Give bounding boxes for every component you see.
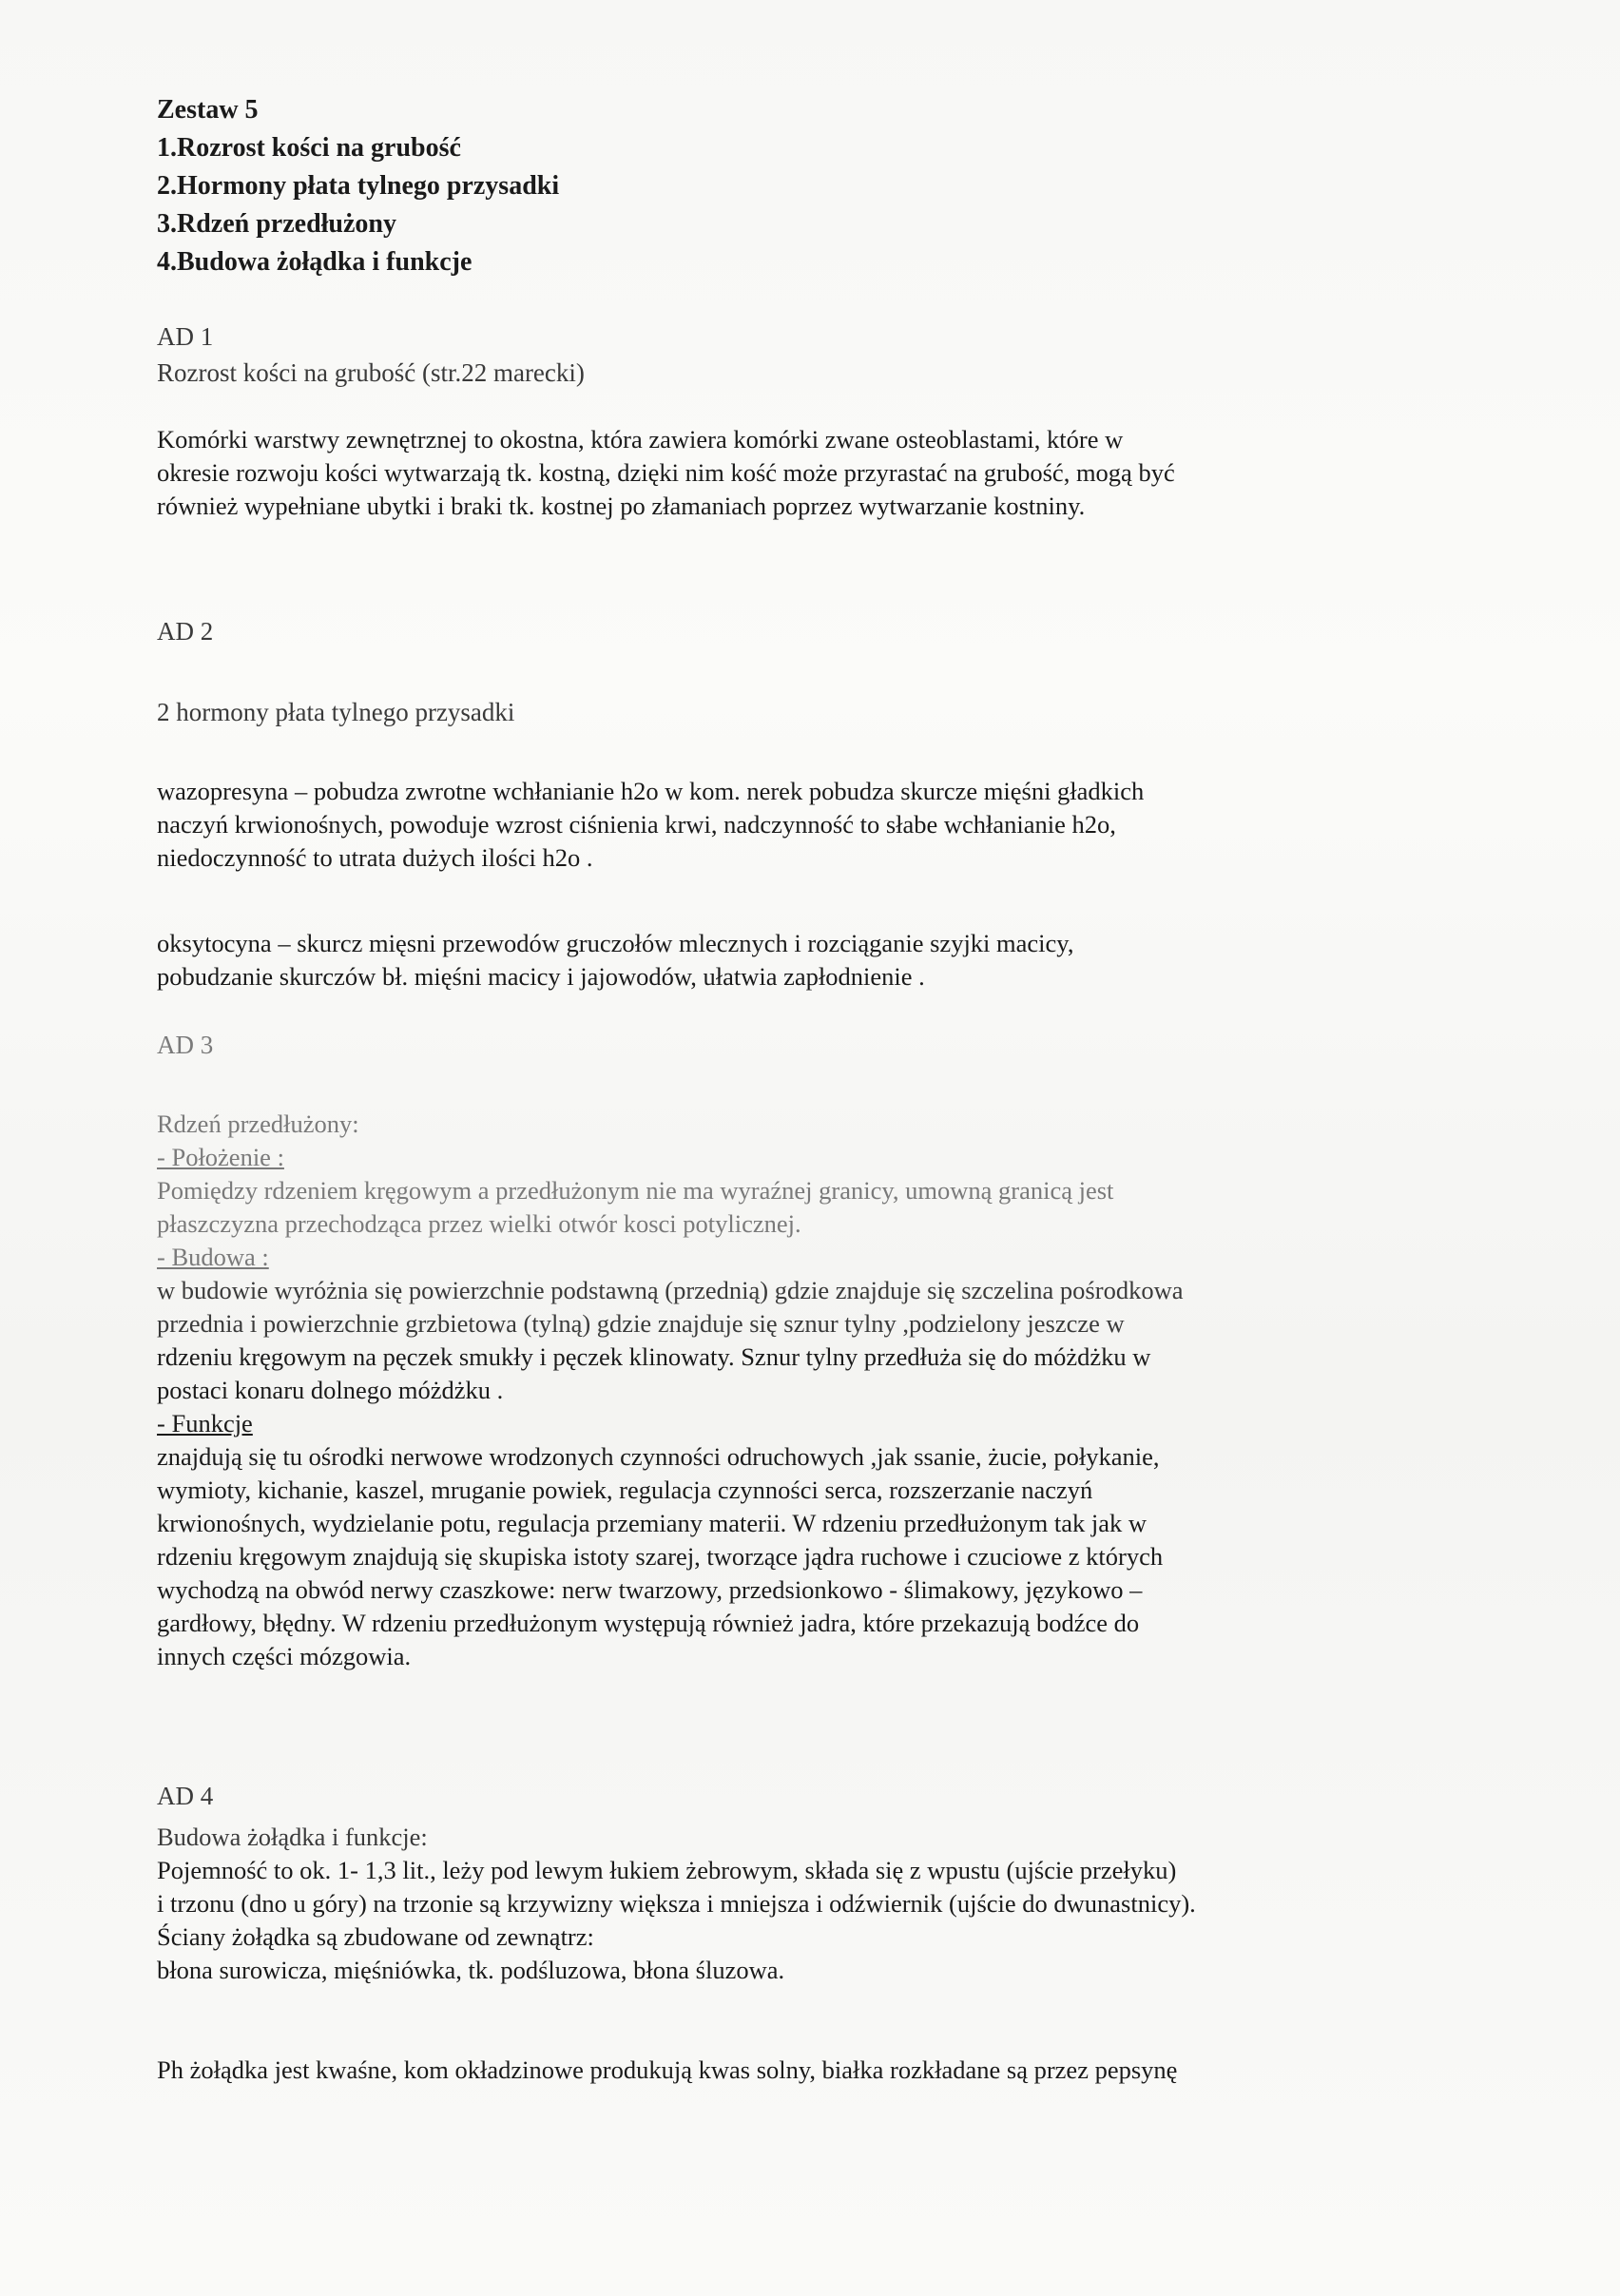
ad2-paragraph-1: [157, 775, 1507, 875]
text-line: postaci konaru dolnego móżdżku .: [157, 1376, 504, 1404]
ad2-subtitle-wrap: [157, 694, 1507, 730]
text-line: płaszczyzna przechodząca przez wielki otwór kosci potylicznej.: [157, 1209, 801, 1238]
set-title: Zestaw 5: [157, 95, 259, 125]
ad4-body: [157, 1821, 1507, 1987]
section-ad2: [157, 613, 1507, 649]
text-line: niedoczynność to utrata dużych ilości h2o .: [157, 843, 593, 872]
text-line: oksytocyna – skurcz mięsni przewodów gruczołów mlecznych i rozciąganie szyjki macicy,: [157, 929, 1074, 957]
section-ad1: [157, 318, 1507, 391]
topic-1: 1.Rozrost kości na grubość: [157, 133, 461, 163]
ad4-label: AD 4: [157, 1782, 214, 1810]
text-line: naczyń krwionośnych, powoduje wzrost ciśnienia krwi, nadczynność to słabe wchłanianie h2o,: [157, 810, 1116, 839]
text-line: i trzonu (dno u góry) na trzonie są krzywizny większa i mniejsza i odźwiernik (ujście do dwunastnicy).: [157, 1889, 1196, 1918]
text-line: wazopresyna – pobudza zwrotne wchłanianie h2o w kom. nerek pobudza skurcze mięśni gładkich: [157, 777, 1145, 805]
polozenie-heading: - Położenie :: [157, 1143, 284, 1171]
ad2-subtitle: 2 hormony płata tylnego przysadki: [157, 698, 515, 726]
section-ad3: [157, 1027, 1507, 1063]
text-line: okresie rozwoju kości wytwarzają tk. kostną, dzięki nim kość może przyrastać na grubość, mogą być: [157, 458, 1175, 487]
text-line: innych części mózgowia.: [157, 1642, 412, 1670]
text-line: wychodzą na obwód nerwy czaszkowe: nerw twarzowy, przedsionkowo - ślimakowy, językowo –: [157, 1575, 1143, 1604]
budowa-heading: - Budowa :: [157, 1243, 269, 1271]
text-line: krwionośnych, wydzielanie potu, regulacja przemiany materii. W rdzeniu przedłużonym tak jak w: [157, 1509, 1148, 1537]
section-ad4: [157, 1778, 1507, 1814]
ad4-subtitle: Budowa żołądka i funkcje:: [157, 1823, 428, 1851]
text-line: również wypełniane ubytki i braki tk. kostnej po złamaniach poprzez wytwarzanie kostniny.: [157, 492, 1086, 520]
text-line: znajdują się tu ośrodki nerwowe wrodzonych czynności odruchowych ,jak ssanie, żucie, połykanie,: [157, 1442, 1160, 1471]
ad3-body: [157, 1108, 1507, 1673]
text-line: Ph żołądka jest kwaśne, kom okładzinowe produkują kwas solny, białka rozkładane są przez pepsynę: [157, 2055, 1178, 2084]
topic-4: 4.Budowa żołądka i funkcje: [157, 247, 472, 277]
ad3-subtitle: Rdzeń przedłużony:: [157, 1109, 359, 1138]
text-line: rdzeniu kręgowym na pęczek smukły i pęczek klinowaty. Sznur tylny przedłuża się do móżdżku w: [157, 1342, 1151, 1371]
ad2-paragraph-2: [157, 927, 1507, 994]
ad2-label: AD 2: [157, 617, 214, 646]
text-line: w budowie wyróżnia się powierzchnie podstawną (przednią) gdzie znajduje się szczelina pośrodkowa: [157, 1276, 1184, 1304]
ad4-last-paragraph: [157, 2054, 1507, 2087]
text-line: Pomiędzy rdzeniem kręgowym a przedłużonym nie ma wyraźnej granicy, umowną granicą jest: [157, 1176, 1114, 1205]
ad1-subtitle: Rozrost kości na grubość (str.22 marecki): [157, 358, 585, 387]
text-line: Ściany żołądka są zbudowane od zewnątrz:: [157, 1922, 594, 1951]
text-line: błona surowicza, mięśniówka, tk. podśluzowa, błona śluzowa.: [157, 1956, 785, 1984]
text-line: Pojemność to ok. 1- 1,3 lit., leży pod lewym łukiem żebrowym, składa się z wpustu (ujście przełyku): [157, 1856, 1177, 1884]
text-line: wymioty, kichanie, kaszel, mruganie powiek, regulacja czynności serca, rozszerzanie naczyń: [157, 1476, 1093, 1504]
text-line: rdzeniu kręgowym znajdują się skupiska istoty szarej, tworzące jądra ruchowe i czuciowe z których: [157, 1542, 1164, 1571]
text-line: przednia i powierzchnie grzbietowa (tylną) gdzie znajduje się sznur tylny ,podzielony jeszcze w: [157, 1309, 1125, 1338]
ad1-label: AD 1: [157, 322, 214, 351]
document-header: [157, 91, 1507, 281]
topic-3: 3.Rdzeń przedłużony: [157, 209, 396, 239]
text-line: gardłowy, błędny. W rdzeniu przedłużonym występują również jadra, które przekazują bodźce do: [157, 1609, 1140, 1637]
text-line: Komórki warstwy zewnętrznej to okostna, która zawiera komórki zwane osteoblastami, które w: [157, 425, 1124, 453]
funkcje-heading: - Funkcje: [157, 1409, 253, 1437]
ad3-label: AD 3: [157, 1031, 214, 1059]
text-line: pobudzanie skurczów bł. mięśni macicy i jajowodów, ułatwia zapłodnienie .: [157, 962, 925, 991]
ad1-paragraph: [157, 423, 1507, 523]
topic-2: 2.Hormony płata tylnego przysadki: [157, 171, 560, 201]
